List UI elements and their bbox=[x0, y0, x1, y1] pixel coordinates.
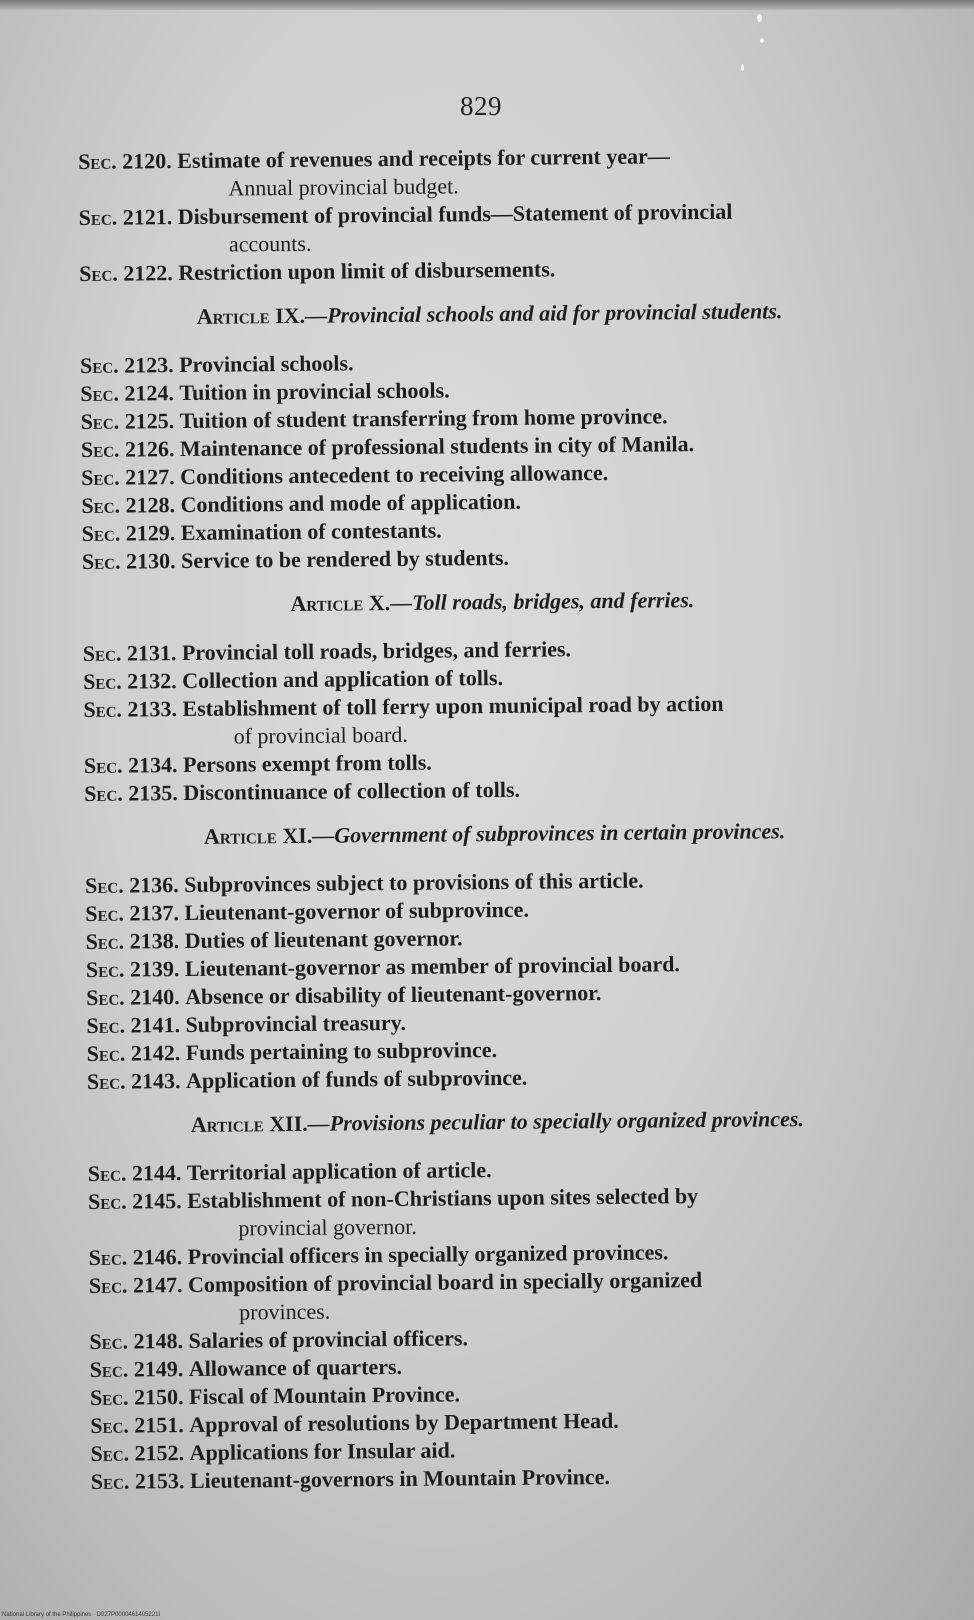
section-title: Territorial application of article. bbox=[186, 1157, 492, 1186]
article-label: Article XII. bbox=[190, 1110, 308, 1137]
article-title: —Government of subprovinces in certain provinces. bbox=[312, 818, 786, 848]
section-label: Sec. bbox=[81, 548, 121, 574]
section-number: 2128. bbox=[125, 492, 176, 518]
section-number: 2151. bbox=[134, 1412, 184, 1438]
section-entry-2133 bbox=[83, 688, 903, 752]
section-number: 2142. bbox=[130, 1040, 181, 1066]
scan-top-edge bbox=[0, 0, 974, 10]
section-title: Lieutenant-governor of subprovince. bbox=[184, 896, 530, 926]
section-label: Sec. bbox=[87, 1188, 127, 1214]
section-label: Sec. bbox=[83, 752, 123, 778]
section-number: 2146. bbox=[132, 1244, 183, 1270]
section-number: 2137. bbox=[129, 900, 180, 926]
section-number: 2144. bbox=[131, 1160, 182, 1186]
section-label: Sec. bbox=[86, 984, 125, 1010]
section-title: Absence or disability of lieutenant-governor. bbox=[185, 980, 602, 1010]
section-title: Estimate of revenues and receipts for current year— bbox=[177, 143, 670, 174]
section-title: Establishment of non-Christians upon sites selected by bbox=[187, 1183, 699, 1213]
section-title: Approval of resolutions by Department Head. bbox=[189, 1407, 619, 1437]
section-title: Lieutenant-governors in Mountain Province. bbox=[189, 1463, 611, 1493]
section-label: Sec. bbox=[79, 352, 119, 378]
section-label: Sec. bbox=[86, 1012, 126, 1038]
section-number: 2153. bbox=[134, 1468, 185, 1494]
section-label: Sec. bbox=[81, 492, 121, 518]
section-title: Subprovincial treasury. bbox=[185, 1009, 407, 1038]
section-label: Sec. bbox=[88, 1272, 128, 1298]
archive-footer: National Library of the Philippines · D027P0000461405221I bbox=[2, 1612, 161, 1618]
section-title: Tuition of student transferring from home province. bbox=[179, 403, 668, 434]
section-title: Allowance of quarters. bbox=[188, 1353, 403, 1381]
section-title: Collection and application of tolls. bbox=[182, 664, 504, 694]
section-label: Sec. bbox=[80, 408, 120, 434]
section-number: 2150. bbox=[133, 1384, 184, 1410]
table-of-contents bbox=[78, 140, 911, 1496]
section-label: Sec. bbox=[85, 956, 125, 982]
section-label: Sec. bbox=[78, 148, 117, 174]
section-label: Sec. bbox=[82, 640, 122, 666]
section-number: 2139. bbox=[129, 956, 180, 982]
section-number: 2131. bbox=[126, 640, 177, 666]
section-title: Application of funds of subprovince. bbox=[185, 1064, 528, 1094]
section-label: Sec. bbox=[80, 380, 120, 406]
section-label: Sec. bbox=[90, 1468, 130, 1494]
section-label: Sec. bbox=[89, 1384, 129, 1410]
article-heading-x bbox=[82, 584, 902, 620]
section-title: Tuition in provincial schools. bbox=[179, 377, 450, 406]
section-label: Sec. bbox=[88, 1244, 128, 1270]
section-entry-2120 bbox=[78, 140, 898, 204]
section-label: Sec. bbox=[89, 1328, 129, 1354]
article-title: —Provincial schools and aid for provincial students. bbox=[304, 298, 783, 328]
section-title: Examination of contestants. bbox=[180, 517, 442, 546]
article-label: Article IX. bbox=[196, 302, 306, 329]
scan-speck bbox=[760, 38, 764, 43]
section-entry-2145 bbox=[88, 1180, 908, 1244]
article-heading-xii bbox=[87, 1104, 907, 1140]
section-number: 2126. bbox=[124, 436, 175, 462]
section-label: Sec. bbox=[79, 260, 118, 286]
section-label: Sec. bbox=[84, 780, 123, 806]
section-title-continued: provincial governor. bbox=[238, 1213, 417, 1241]
section-number: 2143. bbox=[130, 1068, 181, 1094]
section-title: Conditions antecedent to receiving allowance. bbox=[180, 459, 609, 490]
section-number: 2127. bbox=[125, 464, 175, 490]
section-title: Conditions and mode of application. bbox=[180, 488, 522, 518]
article-title: —Provisions peculiar to specially organized provinces. bbox=[307, 1106, 805, 1136]
section-number: 2134. bbox=[127, 752, 178, 778]
section-number: 2120. bbox=[122, 148, 172, 174]
section-title-continued: accounts. bbox=[228, 230, 312, 257]
article-label: Article XI. bbox=[203, 822, 313, 849]
section-label: Sec. bbox=[81, 464, 120, 490]
section-title-continued: Annual provincial budget. bbox=[228, 173, 459, 201]
section-number: 2147. bbox=[132, 1272, 183, 1298]
section-title: Provincial toll roads, bridges, and ferries. bbox=[181, 636, 572, 666]
section-title: Duties of lieutenant governor. bbox=[184, 925, 463, 954]
section-label: Sec. bbox=[85, 900, 125, 926]
section-title: Restriction upon limit of disbursements. bbox=[178, 256, 556, 286]
section-label: Sec. bbox=[83, 696, 123, 722]
section-entry-2121 bbox=[79, 196, 899, 260]
section-number: 2124. bbox=[124, 380, 175, 406]
section-title: Establishment of toll ferry upon municipal road by action bbox=[182, 690, 724, 722]
section-title: Applications for Insular aid. bbox=[189, 1437, 456, 1465]
page-number: 829 bbox=[460, 91, 502, 121]
section-number: 2122. bbox=[123, 260, 173, 286]
article-title: —Toll roads, bridges, and ferries. bbox=[390, 587, 695, 616]
section-number: 2140. bbox=[130, 984, 180, 1010]
scan-speck bbox=[757, 14, 762, 22]
section-number: 2138. bbox=[129, 928, 180, 954]
section-number: 2133. bbox=[127, 696, 178, 722]
section-number: 2135. bbox=[128, 780, 178, 806]
section-entry-2147 bbox=[89, 1264, 909, 1328]
section-number: 2125. bbox=[124, 408, 175, 434]
section-number: 2152. bbox=[134, 1440, 185, 1466]
section-label: Sec. bbox=[87, 1160, 127, 1186]
section-number: 2121. bbox=[122, 204, 173, 230]
section-label: Sec. bbox=[90, 1412, 129, 1438]
section-title: Persons exempt from tolls. bbox=[182, 749, 432, 778]
section-title: Funds pertaining to subprovince. bbox=[185, 1037, 498, 1066]
article-heading-xi bbox=[84, 816, 904, 852]
scan-speck bbox=[741, 64, 744, 71]
section-number: 2145. bbox=[132, 1188, 182, 1214]
section-label: Sec. bbox=[86, 1040, 126, 1066]
section-title: Subprovinces subject to provisions of this article. bbox=[184, 867, 644, 898]
section-label: Sec. bbox=[81, 520, 121, 546]
section-label: Sec. bbox=[90, 1440, 130, 1466]
section-number: 2123. bbox=[124, 352, 174, 378]
article-label: Article X. bbox=[290, 590, 391, 616]
section-number: 2130. bbox=[125, 548, 176, 574]
section-title-continued: of provincial board. bbox=[233, 721, 408, 749]
section-title: Provincial schools. bbox=[179, 350, 354, 378]
section-label: Sec. bbox=[83, 668, 122, 694]
section-number: 2148. bbox=[133, 1328, 184, 1354]
section-number: 2129. bbox=[125, 520, 176, 546]
section-label: Sec. bbox=[86, 1068, 126, 1094]
section-number: 2132. bbox=[127, 668, 177, 694]
section-title: Fiscal of Mountain Province. bbox=[188, 1381, 461, 1409]
section-label: Sec. bbox=[78, 204, 118, 230]
section-number: 2136. bbox=[129, 872, 179, 898]
section-title: Provincial officers in specially organized provinces. bbox=[187, 1239, 669, 1269]
section-number: 2149. bbox=[133, 1356, 184, 1382]
section-label: Sec. bbox=[89, 1356, 129, 1382]
section-title: Discontinuance of collection of tolls. bbox=[183, 776, 521, 806]
section-label: Sec. bbox=[85, 928, 125, 954]
section-title-continued: provinces. bbox=[239, 1298, 331, 1325]
article-heading-ix bbox=[79, 296, 899, 332]
section-label: Sec. bbox=[84, 872, 124, 898]
section-number: 2141. bbox=[130, 1012, 181, 1038]
section-title: Composition of provincial board in specially organized bbox=[187, 1267, 703, 1297]
section-title: Maintenance of professional students in city of Manila. bbox=[179, 431, 695, 462]
section-title: Salaries of provincial officers. bbox=[188, 1325, 469, 1353]
section-title: Service to be rendered by students. bbox=[180, 544, 510, 574]
section-title: Disbursement of provincial funds—Statement of provincial bbox=[177, 198, 733, 230]
section-title: Lieutenant-governor as member of provincial board. bbox=[184, 951, 681, 982]
section-label: Sec. bbox=[80, 436, 120, 462]
